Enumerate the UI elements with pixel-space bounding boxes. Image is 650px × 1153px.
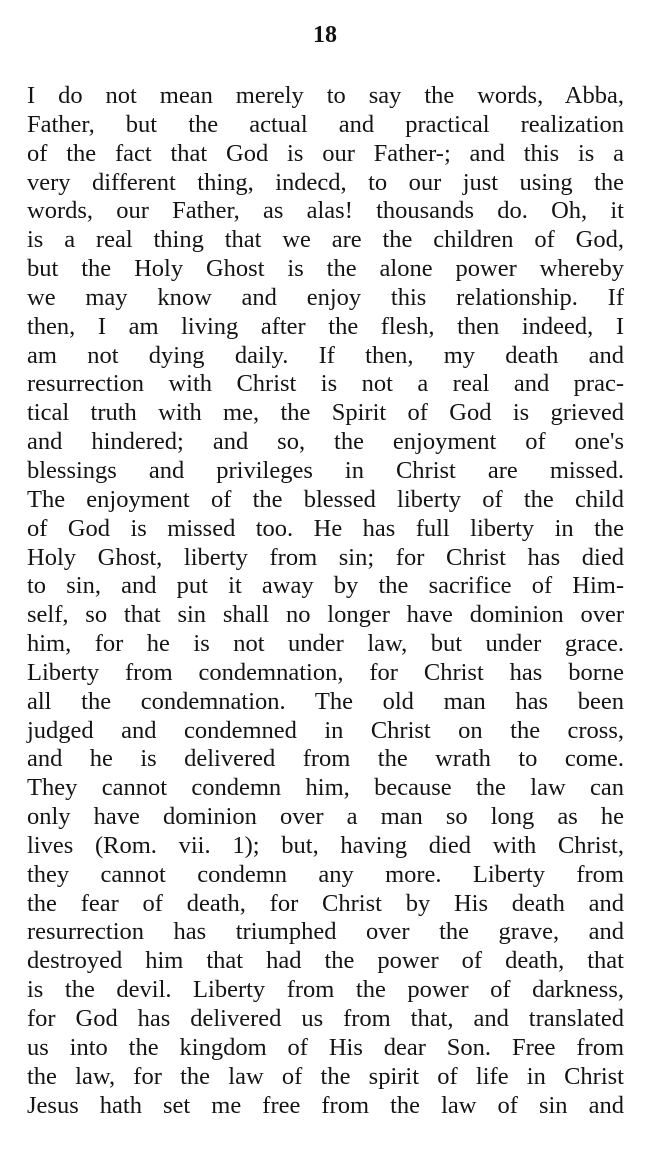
text-line: of God is missed too. He has full liberty in the: [27, 514, 624, 542]
text-line: very different thing, indecd, to our just using the: [27, 168, 624, 196]
text-line: tical truth with me, the Spirit of God is grieved: [27, 399, 624, 427]
text-line: I do not mean merely to say the words, Abba,: [27, 82, 624, 109]
text-line: lives (Rom. vii. 1); but, having died with Christ,: [27, 831, 624, 859]
body-text: [27, 82, 624, 1120]
text-line: Liberty from condemnation, for Christ has borne: [27, 658, 624, 686]
text-line: only have dominion over a man so long as he: [27, 803, 624, 831]
text-line: is the devil. Liberty from the power of darkness,: [27, 976, 624, 1004]
text-line: resurrection with Christ is not a real and prac-: [27, 370, 624, 398]
text-line: blessings and privileges in Christ are missed.: [27, 456, 624, 484]
page-number: 18: [313, 22, 337, 48]
text-line: words, our Father, as alas! thousands do. Oh, it: [27, 197, 624, 225]
text-line: resurrection has triumphed over the grave, and: [27, 918, 624, 946]
text-line: the fear of death, for Christ by His death and: [27, 889, 624, 917]
text-line: and hindered; and so, the enjoyment of one's: [27, 428, 624, 456]
text-line: but the Holy Ghost is the alone power whereby: [27, 255, 624, 283]
text-line: destroyed him that had the power of death, that: [27, 947, 624, 975]
text-line: is a real thing that we are the children of God,: [27, 226, 624, 254]
text-line: Father, but the actual and practical realization: [27, 110, 624, 138]
text-line: to sin, and put it away by the sacrifice of Him-: [27, 572, 624, 600]
text-line: we may know and enjoy this relationship. If: [27, 283, 624, 311]
text-line: the law, for the law of the spirit of life in Christ: [27, 1062, 624, 1090]
text-line: The enjoyment of the blessed liberty of the child: [27, 485, 624, 513]
text-line: and he is delivered from the wrath to come.: [27, 745, 624, 773]
text-line: They cannot condemn him, because the law can: [27, 774, 624, 802]
text-line: for God has delivered us from that, and translated: [27, 1005, 624, 1032]
text-line: all the condemnation. The old man has been: [27, 687, 624, 715]
text-line: us into the kingdom of His dear Son. Free from: [27, 1033, 624, 1061]
text-line: of the fact that God is our Father-; and this is a: [27, 139, 624, 167]
text-line: Holy Ghost, liberty from sin; for Christ has died: [27, 543, 624, 571]
text-line: they cannot condemn any more. Liberty from: [27, 860, 624, 888]
text-line: self, so that sin shall no longer have dominion over: [27, 601, 624, 629]
text-line: him, for he is not under law, but under grace.: [27, 630, 624, 658]
text-line: then, I am living after the flesh, then indeed, I: [27, 312, 624, 340]
text-line: Jesus hath set me free from the law of sin and: [27, 1091, 624, 1119]
text-line: am not dying daily. If then, my death and: [27, 341, 624, 369]
text-line: judged and condemned in Christ on the cross,: [27, 716, 624, 744]
